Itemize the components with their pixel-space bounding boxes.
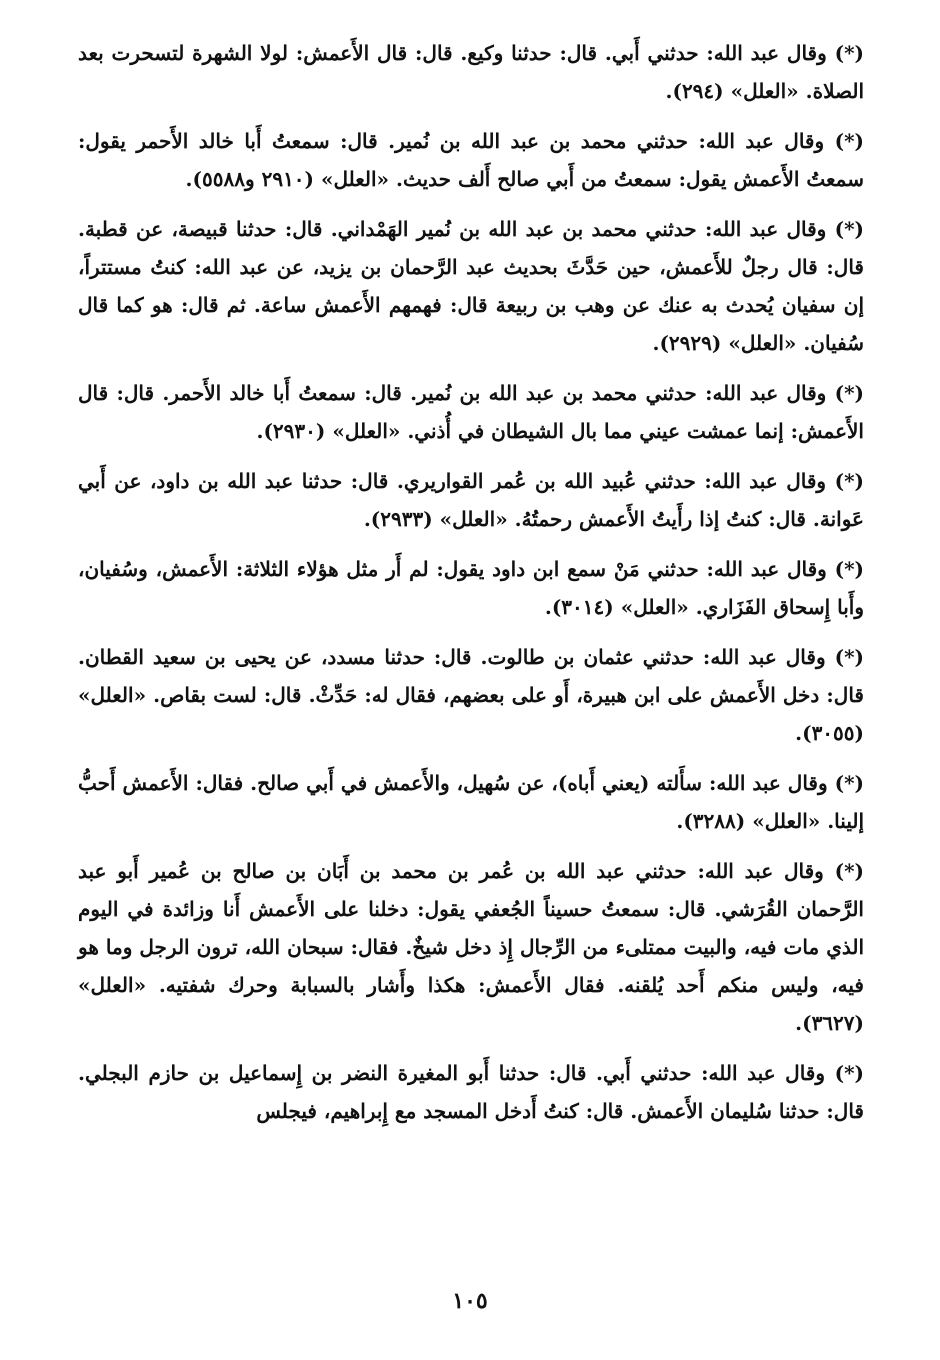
paragraph: (*) وقال عبد الله: حدثني أَبي. قال: حدثنا أَبو المغيرة النضر بن إِسماعيل بن حازم البجلي. قال: حدثنا سُليمان الأَعمش. قال: كنتُ أَدخل المسجد مع إِبراهيم، فيجلس [78, 1061, 864, 1123]
paragraph: (*) وقال عبد الله: حدثني محمد بن عبد الله بن نُمير الهَمْداني. قال: حدثنا قبيصة، عن قطبة. قال: قال رجلٌ للأَعمش، حين حَدَّثَ بحديث عبد الرَّحمان بن يزيد، عن عبد الله: كنتُ مستتراً، إن سفيان يُحدث به عنك عن وهب بن ربيعة قال: فهمهم الأَعمش ساعة. ثم قال: هو كما قال سُفيان. «العلل» (٢٩٢٩). [78, 217, 864, 355]
paragraph: (*) وقال عبد الله: حدثني مَنْ سمع ابن داود يقول: لم أَر مثل هؤلاء الثلاثة: الأَعمش، وسُفيان، وأَبا إِسحاق الفَزَاري. «العلل» (٣٠١٤). [78, 557, 864, 619]
paragraph: (*) وقال عبد الله: حدثني عُبيد الله بن عُمر القواريري. قال: حدثنا عبد الله بن داود، عن أَبي عَوانة. قال: كنتُ إذا رأَيتُ الأَعمش رحمتُهُ. «العلل» (٢٩٣٣). [78, 469, 864, 531]
paragraph: (*) وقال عبد الله: سأَلته (يعني أَباه)، عن سُهيل، والأَعمش في أَبي صالح. فقال: الأَعمش أَحبُّ إلينا. «العلل» (٣٢٨٨). [78, 771, 864, 833]
paragraph: (*) وقال عبد الله: حدثني أَبي. قال: حدثنا وكيع. قال: قال الأَعمش: لولا الشهرة لتسحرت بعد الصلاة. «العلل» (٢٩٤). [78, 41, 864, 103]
paragraph: (*) وقال عبد الله: حدثني عبد الله بن عُمر بن محمد بن أَبَان بن صالح بن عُمير أَبو عبد الرَّحمان القُرَشي. قال: سمعتُ حسيناً الجُعفي يقول: دخلنا على الأَعمش أَنا وزائدة في اليوم الذي مات فيه، والبيت ممتلىء من الرِّجال إِذ دخل شيخٌ. فقال: سبحان الله، ترون الرجل وما هو فيه، وليس منكم أَحد يُلقنه. فقال الأَعمش: هكذا وأَشار بالسبابة وحرك شفتيه. «العلل» (٣٦٢٧). [78, 859, 864, 1035]
page-body [78, 34, 864, 1130]
page-number: ١٠٥ [452, 1288, 488, 1314]
paragraph: (*) وقال عبد الله: حدثني محمد بن عبد الله بن نُمير. قال: سمعتُ أَبا خالد الأَحمر. قال: قال الأَعمش: إنما عمشت عيني مما بال الشيطان في أُذني. «العلل» (٢٩٣٠). [78, 381, 864, 443]
paragraph: (*) وقال عبد الله: حدثني عثمان بن طالوت. قال: حدثنا مسدد، عن يحيى بن سعيد القطان. قال: دخل الأَعمش على ابن هبيرة، أَو على بعضهم، فقال له: حَدِّثْ. قال: لست بقاص. «العلل» (٣٠٥٥). [78, 645, 864, 745]
paragraph: (*) وقال عبد الله: حدثني محمد بن عبد الله بن نُمير. قال: سمعتُ أَبا خالد الأَحمر يقول: سمعتُ الأَعمش يقول: سمعتُ من أَبي صالح أَلف حديث. «العلل» (٢٩١٠ و٥٥٨٨). [78, 129, 864, 191]
